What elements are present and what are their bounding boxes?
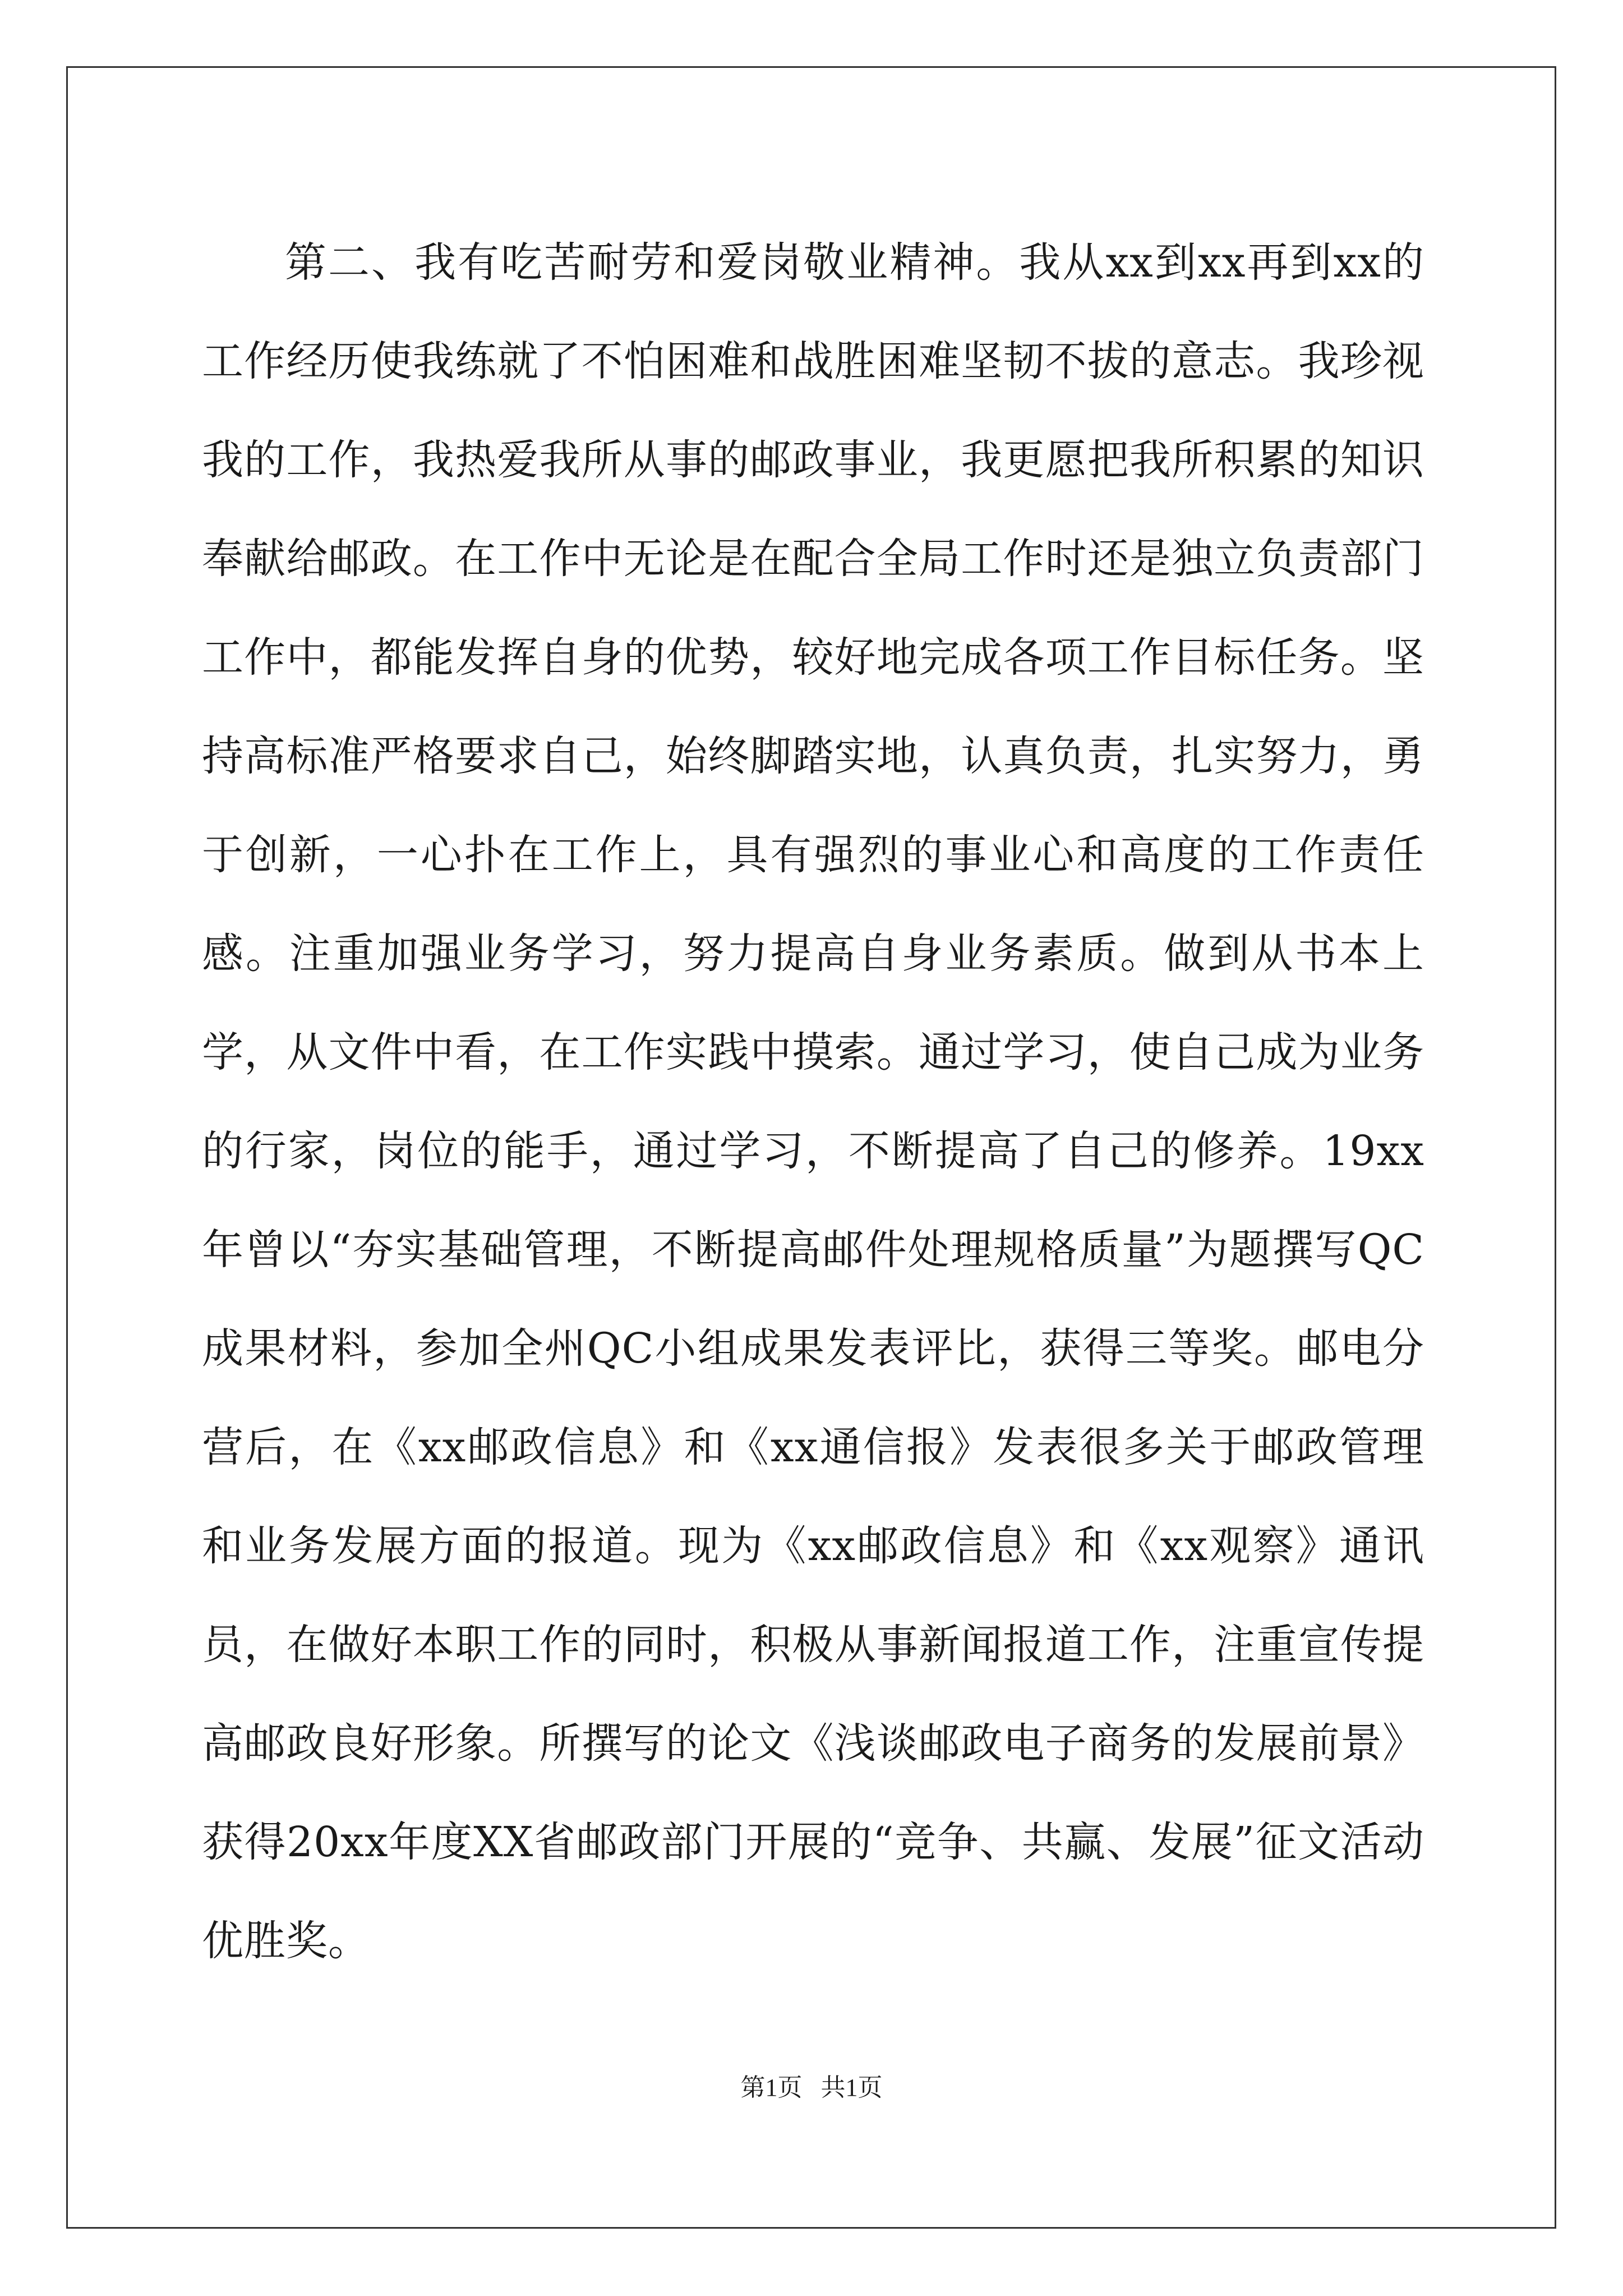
page-footer: 第1页 共1页: [740, 2074, 883, 2101]
body-paragraph: 第二、我有吃苦耐劳和爱岗敬业精神。我从xx到xx再到xx的工作经历使我练就了不怕困难和战胜困难坚韧不拔的意志。我珍视我的工作，我热爱我所从事的邮政事业，我更愿把我所积累的知识奉献给邮政。在工作中无论是在配合全局工作时还是独立负责部门工作中，都能发挥自身的优势，较好地完成各项工作目标任务。坚持高标准严格要求自己，始终脚踏实地，认真负责，扎实努力，勇于创新，一心扑在工作上，具有强烈的事业心和高度的工作责任感。注重加强业务学习，努力提高自身业务素质。做到从书本上学，从文件中看，在工作实践中摸索。通过学习，使自己成为业务的行家，岗位的能手，通过学习，不断提高了自己的修养。19xx年曾以“夯实基础管理，不断提高邮件处理规格质量”为题撰写QC成果材料，参加全州QC小组成果发表评比，获得三等奖。邮电分营后，在《xx邮政信息》和《xx通信报》发表很多关于邮政管理和业务发展方面的报道。现为《xx邮政信息》和《xx观察》通讯员，在做好本职工作的同时，积极从事新闻报道工作，注重宣传提高邮政良好形象。所撰写的论文《浅谈邮政电子商务的发展前景》获得20xx年度XX省邮政部门开展的“竞争、共赢、发展”征文活动优胜奖。: [202, 238, 1424, 1965]
